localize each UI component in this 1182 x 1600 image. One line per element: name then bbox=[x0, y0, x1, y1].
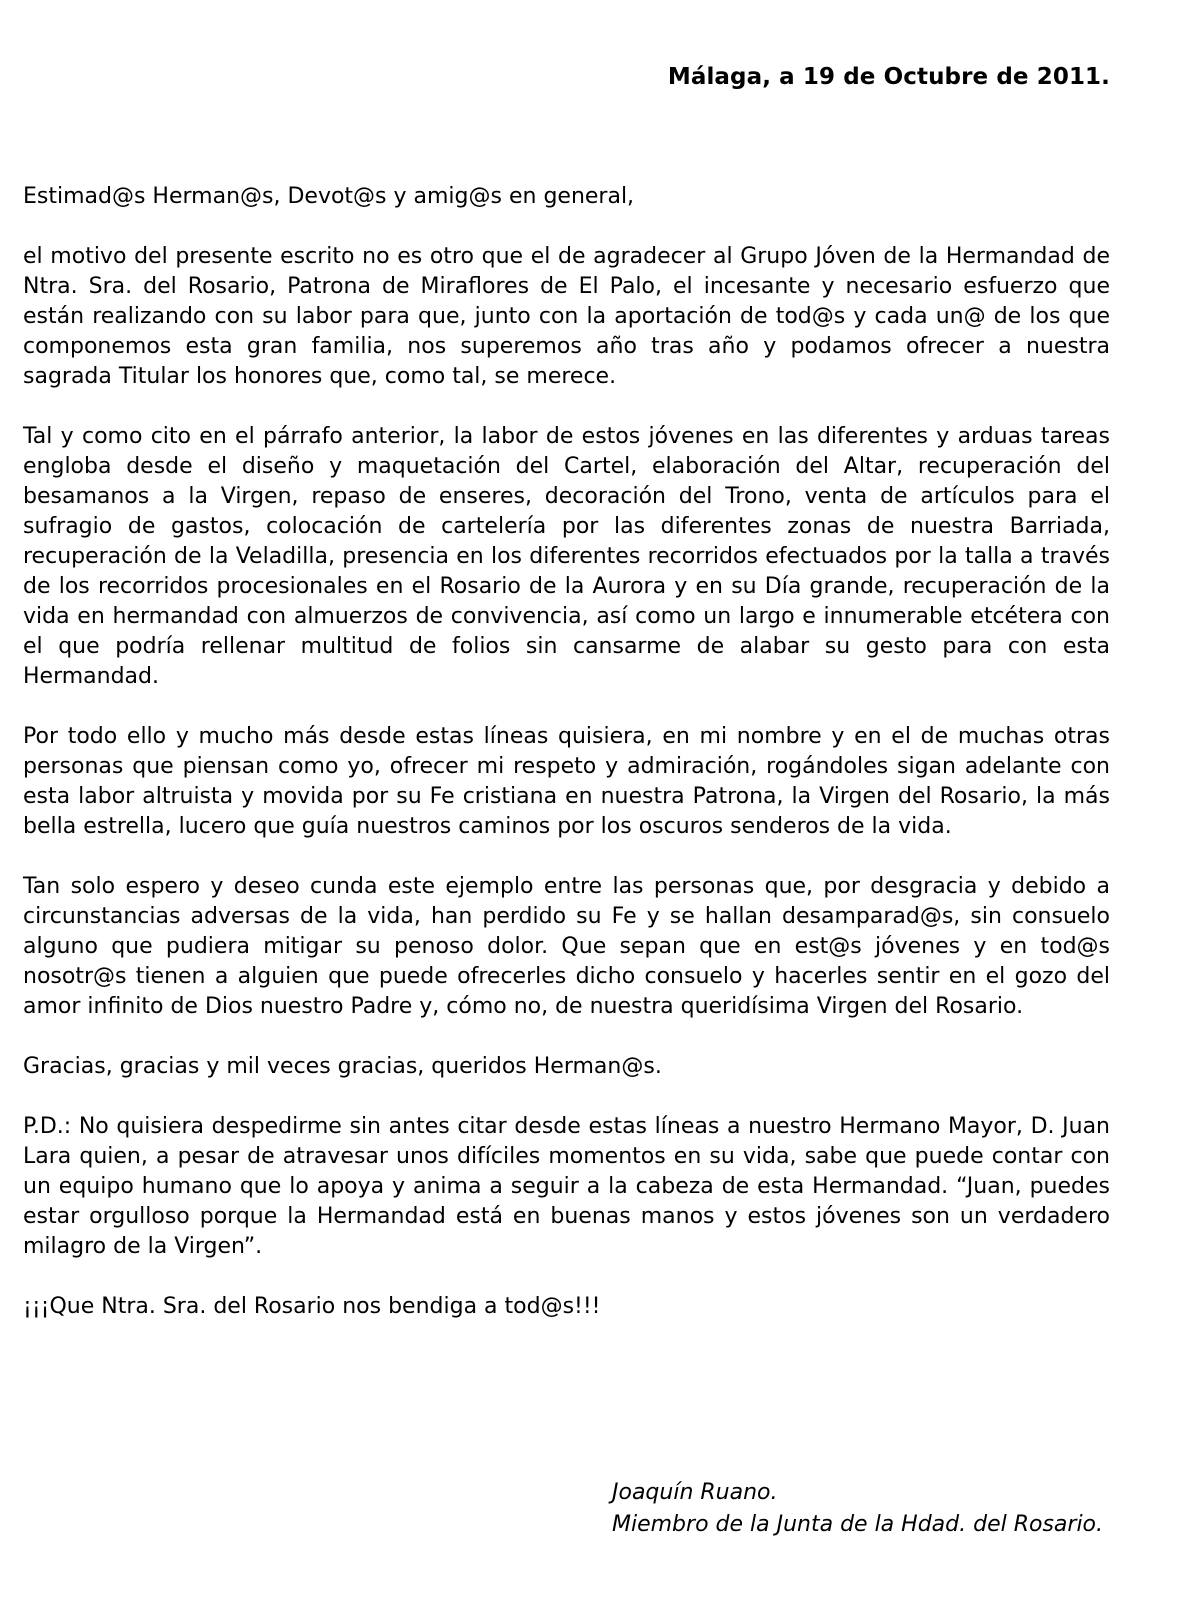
salutation: Estimad@s Herman@s, Devot@s y amig@s en general, bbox=[23, 184, 635, 209]
paragraph-blessing: ¡¡¡Que Ntra. Sra. del Rosario nos bendiga a tod@s!!! bbox=[23, 1294, 601, 1319]
paragraph-intro: el motivo del presente escrito no es otro que el de agradecer al Grupo Jóven de la Hermandad de Ntra. Sra. del Rosario, Patrona de Miraflores de El Palo, el incesante y necesario esfuerzo que están realizando con su labor para que, junto con la aportación de tod@s y cada un@ de los que componemos esta gran familia, nos superemos año tras año y podamos ofrecer a nuestra sagrada Titular los honores que, como tal, se merece. bbox=[23, 244, 1110, 389]
paragraph-postscript: P.D.: No quisiera despedirme sin antes citar desde estas líneas a nuestro Hermano Mayor, D. Juan Lara quien, a pesar de atravesar unos difíciles momentos en su vida, sabe que puede contar con un equipo humano que lo apoya y anima a seguir a la cabeza de esta Hermandad. “Juan, puedes estar orgulloso porque la Hermandad está en buenas manos y estos jóvenes son un verdadero milagro de la Virgen”. bbox=[23, 1114, 1110, 1259]
signature-name: Joaquín Ruano. bbox=[612, 1480, 778, 1505]
letter-body bbox=[23, 182, 1110, 1352]
signature-block bbox=[612, 1477, 1103, 1541]
signature-role: Miembro de la Junta de la Hdad. del Rosario. bbox=[612, 1512, 1104, 1537]
paragraph-tasks: Tal y como cito en el párrafo anterior, la labor de estos jóvenes en las diferentes y arduas tareas engloba desde el diseño y maquetación del Cartel, elaboración del Altar, recuperación del besamanos a la Virgen, repaso de enseres, decoración del Trono, venta de artículos para el sufragio de gastos, colocación de cartelería por las diferentes zonas de nuestra Barriada, recuperación de la Veladilla, presencia en los diferentes recorridos efectuados por la talla a través de los recorridos procesionales en el Rosario de la Aurora y en su Día grande, recuperación de la vida en hermandad con almuerzos de convivencia, así como un largo e innumerable etcétera con el que podría rellenar multitud de folios sin cansarme de alabar su gesto para con esta Hermandad. bbox=[23, 424, 1110, 689]
paragraph-thanks: Gracias, gracias y mil veces gracias, queridos Herman@s. bbox=[23, 1054, 662, 1079]
paragraph-example: Tan solo espero y deseo cunda este ejemplo entre las personas que, por desgracia y debido a circunstancias adversas de la vida, han perdido su Fe y se hallan desamparad@s, sin consuelo alguno que pudiera mitigar su penoso dolor. Que sepan que en est@s jóvenes y en tod@s nosotr@s tienen a alguien que puede ofrecerles dicho consuelo y hacerles sentir en el gozo del amor infinito de Dios nuestro Padre y, cómo no, de nuestra queridísima Virgen del Rosario. bbox=[23, 874, 1110, 1019]
paragraph-respect: Por todo ello y mucho más desde estas líneas quisiera, en mi nombre y en el de muchas otras personas que piensan como yo, ofrecer mi respeto y admiración, rogándoles sigan adelante con esta labor altruista y movida por su Fe cristiana en nuestra Patrona, la Virgen del Rosario, la más bella estrella, lucero que guía nuestros caminos por los oscuros senderos de la vida. bbox=[23, 724, 1110, 839]
letter-date: Málaga, a 19 de Octubre de 2011. bbox=[667, 64, 1110, 90]
